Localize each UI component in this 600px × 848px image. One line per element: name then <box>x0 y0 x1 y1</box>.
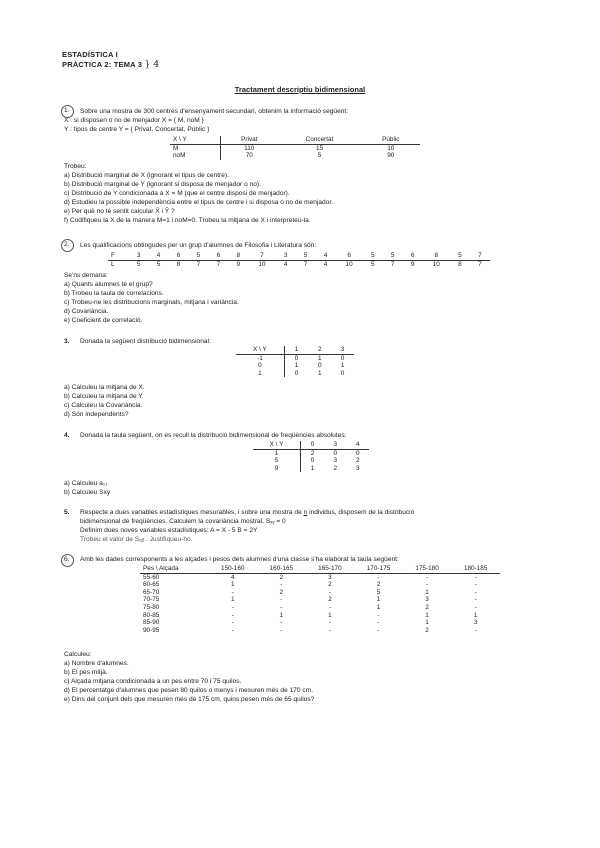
col-header: 4 <box>355 441 360 448</box>
row-label: F <box>111 252 115 259</box>
ex2-number: 2. <box>64 241 70 248</box>
table-cell: 0 <box>333 449 338 457</box>
ex5-line-1 <box>80 509 414 517</box>
course-title: ESTADÍSTICA I <box>62 50 118 59</box>
ex5-line-1-end: individus, disposem de la distribució <box>309 509 415 516</box>
f-value: 5 <box>370 252 375 259</box>
table-cell: - <box>280 619 283 627</box>
col-header: Privat <box>221 136 278 144</box>
ex1-find-label: Trobeu: <box>64 163 87 170</box>
ex3-item-a: a) Calculeu la mitjana de X. <box>64 384 145 391</box>
table-cell: 0 <box>284 370 308 378</box>
f-value: 4 <box>323 252 328 259</box>
row-label: 65-70 <box>143 588 160 596</box>
table-cell: - <box>328 588 331 596</box>
col-header: 2 <box>317 346 322 353</box>
table-cell: - <box>474 596 477 604</box>
table-cell: 3 <box>328 573 332 581</box>
ex1-item-a: a) Distribució marginal de X (ignorant el tipus de centre). <box>64 172 229 179</box>
row-label: 80-85 <box>143 611 160 619</box>
ex2-item-b: b) Trobeu la taula de correlacions. <box>64 290 164 297</box>
table-cell: - <box>474 588 477 596</box>
table-cell: - <box>231 619 234 627</box>
row-label: 70-75 <box>143 596 160 604</box>
ex2-grades-table <box>108 252 490 268</box>
ex2-row-l <box>108 260 490 268</box>
table-cell: 2 <box>425 603 429 611</box>
ex6-item-a: a) Nombre d'alumnes. <box>64 660 129 667</box>
ex6-number: 6. <box>64 556 70 563</box>
ex5-line-1-start: Respecte a dues variables estadístiques mesurables, i sobre una mostra de <box>80 509 302 516</box>
ex1-intro: Sobre una mostra de 300 centres d'ensenyament secundari, obtenim la informació següent: <box>80 108 349 115</box>
ex4-number: 4. <box>64 432 70 439</box>
table-cell: 1 <box>376 596 381 604</box>
table-cell: - <box>377 611 380 619</box>
table-cell: 110 <box>221 144 278 152</box>
table-cell: 5 <box>376 588 381 596</box>
f-value: 8 <box>434 252 439 259</box>
col-header: 175-180 <box>415 565 439 572</box>
table-cell: 1 <box>328 611 332 619</box>
col-header: 165-170 <box>318 565 342 572</box>
l-value: 10 <box>345 260 353 268</box>
ex6-item-e: e) Dins del conjunt dels que mesuren més de 175 cm, quins pesen més de 65 quilos? <box>64 696 315 703</box>
table-cell: - <box>426 581 429 589</box>
ex2-item-a: a) Quants alumnes té el grup? <box>64 281 153 288</box>
l-value: 10 <box>432 260 440 268</box>
l-value: 7 <box>196 260 201 268</box>
ex6-item-c: c) Alçada mitjana condicionada a un pes entre 70 i 75 quilos. <box>64 678 242 685</box>
ex4-item-b: b) Calculeu Sxy <box>64 489 111 496</box>
ex1-y-definition: Y : tipus de centre Y = { Privat, Concertat, Públic } <box>64 126 210 133</box>
ex6-calc-label: Calculeu: <box>64 651 92 658</box>
ex6-item-b: b) El pes mitjà. <box>64 669 108 676</box>
table-cell: 0 <box>340 354 345 362</box>
l-value: 8 <box>176 260 181 268</box>
ex1-item-d: d) Estudieu la possible independència entre el tipus de centre i si disposa o no de menjador. <box>64 199 334 206</box>
table-cell: 1 <box>284 362 308 370</box>
table-cell: 10 <box>387 144 395 152</box>
f-value: 5 <box>303 252 308 259</box>
col-header: 1 <box>284 346 308 354</box>
table-cell: - <box>231 611 234 619</box>
table-cell: 2 <box>301 449 325 457</box>
row-label: noM <box>173 152 186 160</box>
table-cell: 70 <box>221 152 278 160</box>
ex1-number: 1. <box>64 107 70 114</box>
row-label: 75-80 <box>143 603 160 611</box>
table-cell: - <box>474 573 477 581</box>
table-cell: - <box>377 573 380 581</box>
table-cell: 2 <box>279 573 284 581</box>
row-label: 1 <box>258 369 262 377</box>
table-cell: 1 <box>230 581 235 589</box>
table-cell: - <box>231 603 234 611</box>
l-value: 4 <box>323 260 328 268</box>
l-value: 9 <box>410 260 415 268</box>
col-header: Concertat <box>305 136 334 143</box>
f-value: 5 <box>196 252 201 259</box>
ex5-line-2: bidimensional de freqüències. Calculem la covariància mostral, Sₓᵧ = 0 <box>80 518 286 525</box>
table-cell: 2 <box>425 626 429 634</box>
ex2-row-f <box>108 252 490 260</box>
ex5-line-4: Trobeu el valor de Sₐᵦ . Justifiqueu-ho. <box>80 536 193 543</box>
table-cell: 0 <box>355 449 360 457</box>
table-cell: 0 <box>317 362 322 370</box>
l-value: 7 <box>303 260 308 268</box>
table-cell: 1 <box>376 603 381 611</box>
l-value: 5 <box>156 260 161 268</box>
table-cell: 1 <box>473 611 478 619</box>
f-value: 7 <box>260 252 264 259</box>
l-value: 10 <box>258 260 266 268</box>
row-label: 90-95 <box>143 626 160 634</box>
table-cell: 1 <box>425 588 429 596</box>
table-cell: - <box>231 588 234 596</box>
ex3-item-d: d) Són independents? <box>64 411 129 418</box>
table-cell: - <box>280 626 283 634</box>
ex2-item-c: c) Trobeu-ne les distribucions marginals, mitjana i variància. <box>64 299 239 306</box>
ex2-item-d: d) Covariància. <box>64 308 109 315</box>
table-cell: 1 <box>340 362 345 370</box>
table-cell: 1 <box>317 369 322 377</box>
table-cell: - <box>328 619 331 627</box>
f-value: 7 <box>478 252 482 259</box>
practice-label: PRÀCTICA 2: TEMA 3 <box>62 60 143 69</box>
row-label: 0 <box>258 362 262 370</box>
table-cell: - <box>280 603 283 611</box>
f-value: 3 <box>283 252 288 259</box>
table-corner: X \ Y <box>253 346 267 353</box>
table-cell: 0 <box>284 354 308 362</box>
ex6-intro: Amb les dades corresponents a les alçades i pesos dels alumnes d'una classe s'ha elaborat la taula següent: <box>80 556 399 563</box>
table-cell: 5 <box>317 152 322 160</box>
l-value: 7 <box>478 260 482 268</box>
ex6-item-d: d) El percentatge d'alumnes que pesen 80 quilos o menys i mesuren més de 170 cm. <box>64 687 314 694</box>
table-cell: 1 <box>301 465 325 473</box>
table-cell: 3 <box>355 464 360 472</box>
table-cell: 1 <box>425 619 429 627</box>
ex5-sample-size: n <box>303 509 308 516</box>
table-cell: 3 <box>333 457 338 465</box>
table-cell: - <box>377 626 380 634</box>
l-value: 8 <box>458 260 462 268</box>
ex5-line-3: Definim dues noves variables estadístiques: A = X - 5 B = 2Y <box>80 527 258 534</box>
table-cell: - <box>426 573 429 581</box>
col-header: 160-165 <box>269 565 294 572</box>
f-value: 6 <box>216 252 221 259</box>
row-label: 5 <box>274 457 279 465</box>
ex6-weight-height-table <box>140 565 500 634</box>
col-header: 0 <box>301 441 325 449</box>
table-cell: 3 <box>473 619 478 627</box>
table-cell: 1 <box>425 611 429 619</box>
ex4-frequency-table <box>253 441 369 472</box>
ex3-item-c: c) Calculeu la Covariància. <box>64 402 143 409</box>
table-cell: 1 <box>317 354 322 362</box>
ex1-item-e: e) Per què no té sentit calcular X̄ i Ȳ ? <box>64 208 175 215</box>
l-value: 7 <box>216 260 221 268</box>
row-label: 60-65 <box>143 581 160 589</box>
ex1-item-f: f) Codifiqueu la X de la manera M=1 i noM=0. Trobeu la mitjana de X i interpreteu-la. <box>64 217 311 224</box>
row-label: M <box>173 144 179 152</box>
table-cell: - <box>474 626 477 634</box>
table-cell: - <box>280 581 283 589</box>
table-cell: 3 <box>425 596 429 604</box>
col-header: 150-160 <box>221 565 245 572</box>
ex4-item-a: a) Calculeu a₁₁ <box>64 480 108 487</box>
table-cell: 2 <box>279 588 284 596</box>
table-cell: 2 <box>376 581 381 589</box>
row-label: -1 <box>257 354 263 362</box>
l-value: 7 <box>390 260 395 268</box>
col-header: Públic <box>382 136 400 143</box>
ex3-intro: Donada la següent distribució bidimensional: <box>80 338 211 345</box>
l-value: 5 <box>136 260 141 268</box>
handwritten-mark: } 4 <box>144 60 160 70</box>
ex2-item-e: e) Coeficient de correlació. <box>64 317 143 324</box>
col-header: 170-175 <box>366 565 391 572</box>
ex2-asked-label: Se'ns demana: <box>64 272 108 279</box>
col-header: 180-185 <box>463 565 488 572</box>
row-label: L <box>111 260 115 268</box>
table-cell: 1 <box>279 611 284 619</box>
table-corner: Pes \ Alçada <box>143 565 179 572</box>
table-cell: - <box>231 626 234 634</box>
ex1-x-definition: X : si disposen o no de menjador X = { M, noM } <box>64 117 204 124</box>
table-corner: X \ Y <box>173 136 187 143</box>
ex3-number: 3. <box>64 338 70 345</box>
ex1-item-b: b) Distribució marginal de Y (ignorant si disposa de menjador o no). <box>64 181 261 188</box>
table-cell: 15 <box>315 144 324 152</box>
table-cell: 90 <box>387 152 395 160</box>
table-cell: 2 <box>333 464 338 472</box>
f-value: 3 <box>136 252 141 259</box>
ex2-intro: Les qualificacions obtingudes per un grup d'alumnes de Filosofia i Literatura són: <box>80 242 317 249</box>
table-cell: 1 <box>230 596 235 604</box>
table-cell: 0 <box>340 369 345 377</box>
row-label: 9 <box>274 464 279 472</box>
ex1-contingency-table <box>170 136 420 160</box>
l-value: 9 <box>236 260 241 268</box>
ex3-distribution-table <box>236 346 354 377</box>
l-value: 5 <box>370 260 375 268</box>
page-title: Tractament descriptiu bidimensional <box>234 85 366 94</box>
row-label: 85-90 <box>143 619 160 627</box>
table-cell: - <box>474 581 477 589</box>
table-cell: 4 <box>230 573 235 581</box>
table-cell: - <box>474 603 477 611</box>
l-value: 4 <box>283 260 288 268</box>
table-cell: 2 <box>328 596 332 604</box>
f-value: 6 <box>347 252 351 259</box>
table-cell: 2 <box>328 581 332 589</box>
ex1-item-c: c) Distribució de Y condicionada a X = M (que el centre disposi de menjador). <box>64 190 290 197</box>
table-cell: - <box>328 626 331 634</box>
table-cell: - <box>280 596 283 604</box>
table-cell: - <box>328 603 331 611</box>
col-header: 3 <box>333 441 338 448</box>
table-corner: X \ Y <box>269 441 284 448</box>
table-cell: 2 <box>355 457 360 465</box>
f-value: 6 <box>410 252 415 259</box>
ex4-intro: Donada la taula següent, on es recull la distribució bidimensional de freqüències absolutes: <box>80 432 347 439</box>
f-value: 4 <box>156 252 161 259</box>
table-cell: 0 <box>301 457 325 465</box>
row-label: 55-60 <box>143 573 160 581</box>
f-value: 5 <box>458 252 462 259</box>
col-header: 3 <box>340 346 345 353</box>
ex5-number: 5. <box>64 509 70 516</box>
practice-title <box>62 60 159 70</box>
table-cell: - <box>377 619 380 627</box>
f-value: 6 <box>176 252 181 259</box>
f-value: 5 <box>390 252 395 259</box>
f-value: 8 <box>236 252 241 259</box>
ex3-item-b: b) Calculeu la mitjana de Y. <box>64 393 144 400</box>
row-label: 1 <box>274 449 279 457</box>
